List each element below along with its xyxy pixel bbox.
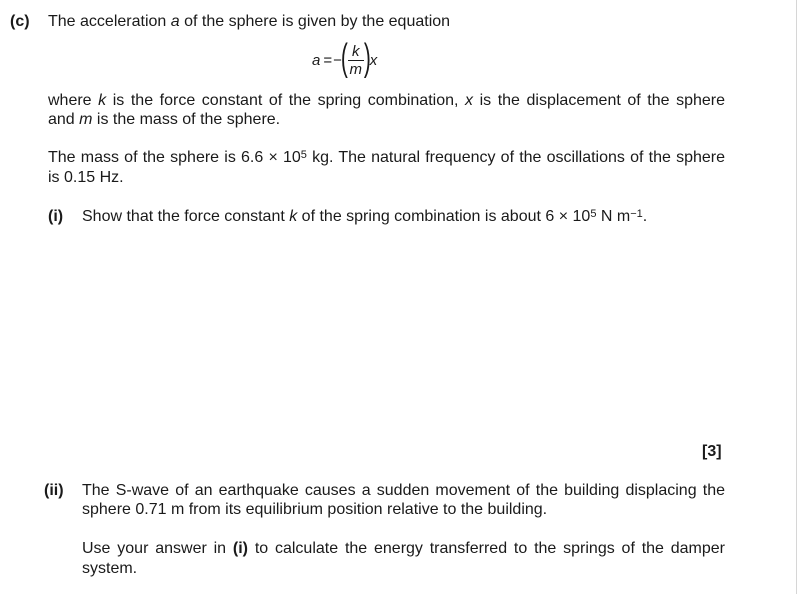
where-line-2: and m is the mass of the sphere.	[48, 111, 281, 128]
eq-paren-left: (	[340, 37, 348, 79]
part-ii-line-1: The S-wave of an earthquake causes a sudden movement of the building displacing the	[82, 482, 725, 499]
page-edge-divider	[796, 0, 797, 594]
mass-line-1: The mass of the sphere is $6.6 \times 10^5$ kg. The natural frequency of the oscillations of the sphere	[48, 149, 725, 166]
acceleration-equation	[312, 37, 378, 80]
eq-equals: =	[323, 51, 333, 69]
part-ii-label: (ii)	[44, 482, 64, 499]
part-i-label: (i)	[48, 208, 64, 225]
mass-line-2: is 0.15 Hz.	[48, 169, 124, 186]
eq-paren-right: )	[363, 37, 371, 79]
var-a: a	[170, 13, 180, 30]
eq-minus: −	[333, 51, 342, 69]
eq-variable: x	[369, 51, 378, 69]
eq-fraction	[348, 43, 365, 78]
part-ii-use-line-2: system.	[82, 560, 138, 577]
part-i-marks: [3]	[702, 443, 722, 460]
part-ii-line-2: sphere 0.71 m from its equilibrium position relative to the building.	[82, 501, 548, 518]
eq-numerator: k	[352, 42, 360, 60]
part-i-question: Show that the force constant k of the spring combination is about $6 \times 10^5$ N $m^{-1}$.	[82, 208, 648, 225]
part-ii-use-line-1: Use your answer in (i) to calculate the energy transferred to the springs of the damper	[82, 540, 726, 557]
eq-denominator: m	[349, 60, 363, 78]
where-line-1: where k is the force constant of the spring combination, x is the displacement of the sphere	[48, 92, 726, 109]
eq-lhs: a	[312, 51, 321, 69]
part-c-label: (c)	[10, 13, 30, 30]
part-c-intro: The acceleration a of the sphere is given by the equation	[48, 13, 451, 30]
